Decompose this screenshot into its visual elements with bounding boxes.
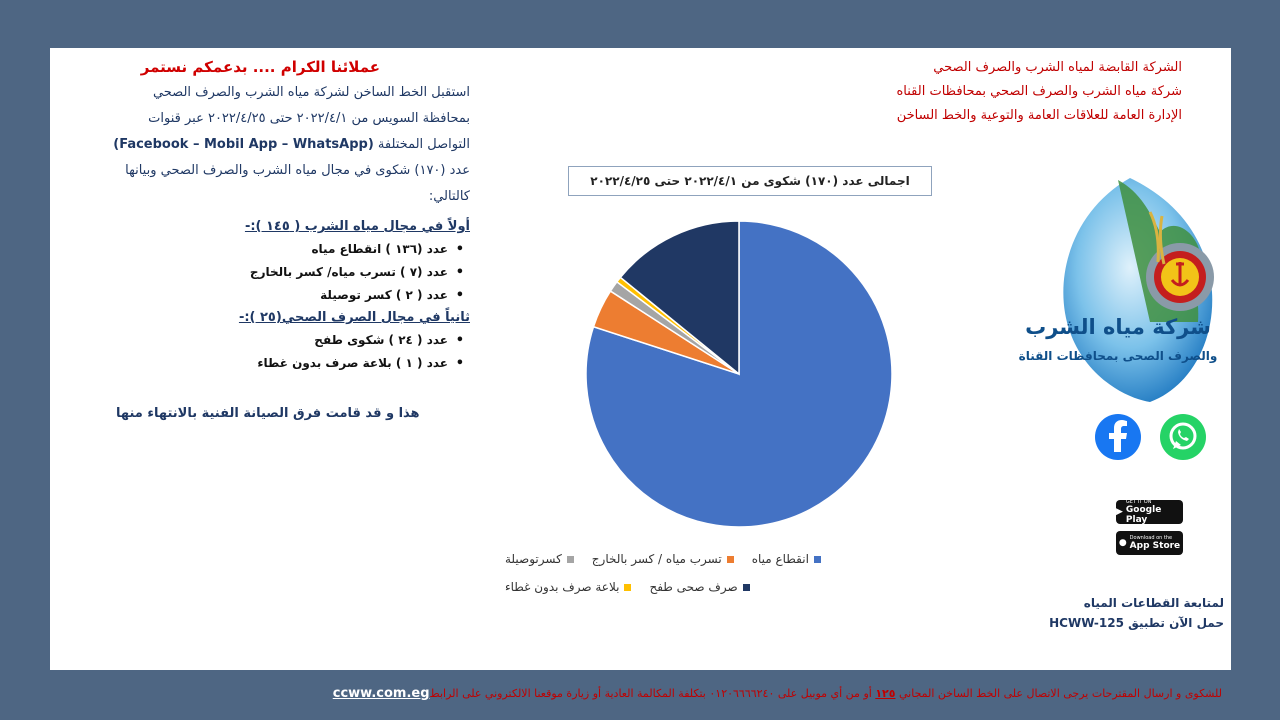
legend-item — [649, 580, 749, 594]
list-item: • عدد ( ٢٤ ) شكوى طفح — [60, 329, 448, 352]
app-store-button[interactable] — [1116, 531, 1183, 555]
intro-line-4: عدد (١٧٠) شكوى في مجال مياه الشرب والصرف الصحي وبيانها — [125, 163, 470, 178]
legend-label: كسرتوصيلة — [505, 552, 562, 566]
closing-note: هذا و قد قامت فرق الصيانة الفنية بالانتهاء منها — [116, 406, 420, 421]
legend-label: صرف صحى طفح — [649, 580, 738, 594]
legend-item — [505, 580, 631, 594]
play-icon: ▶ — [1116, 507, 1123, 517]
legend-swatch — [567, 556, 574, 563]
facebook-icon[interactable] — [1095, 414, 1141, 460]
legend-row — [505, 573, 925, 601]
slogan: عملائنا الكرام .... بدعمكم نستمر — [140, 58, 380, 76]
whatsapp-icon[interactable] — [1160, 414, 1206, 460]
pie-chart — [584, 219, 894, 529]
intro-paragraph — [60, 80, 470, 210]
footer-text-2: أو من أي موبيل على ٠١٢٠٦٦٦٦٢٤٠ بتكلفة المكالمة العادية أو زيارة موقعنا الالكتروني على الرابط — [429, 687, 872, 700]
legend-label: تسرب مياه / كسر بالخارج — [591, 552, 722, 566]
header-line-2: شركة مياه الشرب والصرف الصحي بمحافظات القناه — [896, 84, 1182, 99]
google-badge-top: GET IT ON — [1125, 499, 1152, 505]
intro-line-3 — [60, 132, 470, 158]
website-link[interactable]: ccww.com.eg — [332, 686, 430, 701]
channels: (Facebook – Mobil App – WhatsApp) — [113, 137, 374, 152]
google-badge-name: Google Play — [1125, 505, 1162, 525]
list-item: • عدد (١٣٦ ) انقطاع مياه — [60, 238, 448, 261]
header-line-3: الإدارة العامة للعلاقات العامة والتوعية والخط الساخن — [896, 108, 1182, 123]
report-text — [60, 56, 470, 375]
logo-name-line-2: والصرف الصحى بمحافظات القناة — [1018, 349, 1218, 363]
legend-swatch — [814, 556, 821, 563]
legend-swatch — [624, 584, 631, 591]
hotline-number: ١٢٥ — [875, 687, 896, 700]
google-play-button[interactable] — [1116, 500, 1183, 524]
header-line-1: الشركة القابضة لمياه الشرب والصرف الصحي — [933, 60, 1182, 75]
logo-name-line-1: شركة مياه الشرب — [1025, 315, 1211, 339]
apple-badge-top: Download on the — [1129, 535, 1173, 541]
section-water-list — [60, 238, 470, 307]
chart-legend — [505, 545, 925, 601]
legend-swatch — [743, 584, 750, 591]
footer-text-1: للشكوى و ارسال المقترحات يرجى الاتصال على الخط الساخن المجاني — [898, 687, 1222, 700]
legend-label: بلاعة صرف بدون غطاء — [505, 580, 620, 594]
list-item: • عدد ( ١ ) بلاعة صرف بدون غطاء — [60, 352, 448, 375]
apple-badge-name: App Store — [1129, 541, 1181, 551]
intro-line-2: بمحافظة السويس من ٢٠٢٢/٤/١ حتى ٢٠٢٢/٤/٢٥ عبر قنوات — [148, 111, 470, 126]
legend-label: انقطاع مياه — [751, 552, 809, 566]
section-sewage-list — [60, 329, 470, 375]
company-logo — [1000, 172, 1220, 408]
section-water-title: أولاً في مجال مياه الشرب ( ١٤٥ ):- — [244, 219, 470, 234]
list-item: • عدد (٧ ) تسرب مياه/ كسر بالخارج — [60, 261, 448, 284]
app-download-note — [1049, 593, 1224, 633]
legend-item — [752, 552, 821, 566]
list-item: • عدد ( ٢ ) كسر توصيلة — [60, 284, 448, 307]
apple-icon: ● — [1118, 538, 1127, 548]
chart-title: اجمالى عدد (١٧٠) شكوى من ٢٠٢٢/٤/١ حتى ٢٠٢٢/٤/٢٥ — [568, 166, 932, 196]
legend-swatch — [727, 556, 734, 563]
company-header — [842, 56, 1182, 128]
legend-item — [505, 552, 574, 566]
footer-contact — [232, 686, 1222, 701]
follow-line-1: لمتابعة القطاعات المياه — [1083, 596, 1224, 610]
legend-row — [505, 545, 925, 573]
section-sewage-title: ثانياً في مجال الصرف الصحي(٢٥ ):- — [238, 310, 470, 325]
intro-line-5: كالتالي: — [428, 189, 470, 204]
intro-line-1: استقبل الخط الساخن لشركة مياه الشرب والصرف الصحي — [152, 85, 470, 100]
intro-line-3-prefix: التواصل المختلفة — [377, 137, 470, 152]
follow-line-2: حمل الآن تطبيق HCWW-125 — [1049, 616, 1224, 630]
legend-item — [592, 552, 734, 566]
